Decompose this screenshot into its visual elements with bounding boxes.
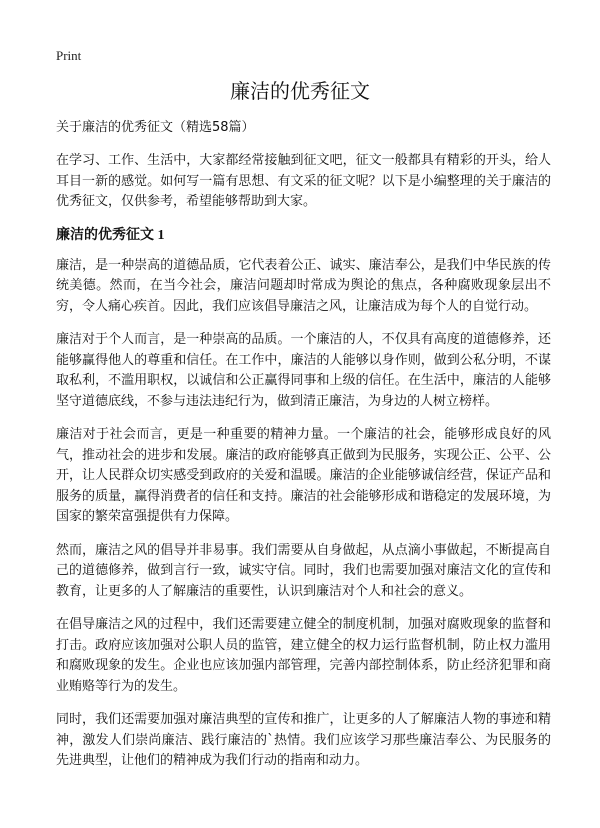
article-subtitle: 关于廉洁的优秀征文（精选58篇） [56, 120, 255, 135]
page-title: 廉洁的优秀征文 [230, 79, 370, 103]
body-paragraph: 然而，廉洁之风的倡导并非易事。我们需要从自身做起，从点滴小事做起，不断提高自己的道德修养，做到言行一致，诚实守信。同时，我们也需要加强对廉洁文化的宣传和教育，让更多的人了解廉洁的重要性，认识到廉洁对个人和社会的意义。 [56, 542, 551, 599]
intro-paragraph: 在学习、工作、生活中，大家都经常接触到征文吧，征文一般都具有精彩的开头，给人耳目一新的感觉。如何写一篇有思想、有文采的征文呢？以下是小编整理的关于廉洁的优秀征文，仅供参考，希望能够帮助到大家。 [56, 153, 551, 209]
body-paragraph: 同时，我们还需要加强对廉洁典型的宣传和推广，让更多的人了解廉洁人物的事迹和精神，激发人们崇尚廉洁、践行廉洁的`热情。我们应该学习那些廉洁奉公、为民服务的先进典型，让他们的精神成为我们行动的指南和动力。 [56, 712, 551, 768]
section-heading: 廉洁的优秀征文 1 [56, 227, 165, 243]
body-paragraph: 在倡导廉洁之风的过程中，我们还需要建立健全的制度机制，加强对腐败现象的监督和打击。政府应该加强对公职人员的监管，建立健全的权力运行监督机制，防止权力滥用和腐败现象的发生。企业也应该加强内部管理，完善内部控制体系，防止经济犯罪和商业贿赂等行为的发生。 [56, 617, 551, 694]
article-body [56, 118, 551, 785]
body-paragraph: 廉洁对于社会而言，更是一种重要的精神力量。一个廉洁的社会，能够形成良好的风气，推动社会的进步和发展。廉洁的政府能够真正做到为民服务，实现公正、公平、公开，让人民群众切实感受到政府的关爱和温暖。廉洁的企业能够诚信经营，保证产品和服务的质量，赢得消费者的信任和支持。廉洁的社会能够形成和谐稳定的发展环境，为国家的繁荣富强提供有力保障。 [56, 427, 551, 524]
body-paragraph: 廉洁，是一种崇高的道德品质，它代表着公正、诚实、廉洁奉公，是我们中华民族的传统美德。然而，在当今社会，廉洁问题却时常成为舆论的焦点，各种腐败现象层出不穷，令人痛心疾首。因此，我们应该倡导廉洁之风，让廉洁成为每个人的自觉行动。 [56, 257, 551, 314]
print-link[interactable]: Print [56, 48, 82, 63]
body-paragraph: 廉洁对于个人而言，是一种崇高的品质。一个廉洁的人，不仅具有高度的道德修养，还能够赢得他人的尊重和信任。在工作中，廉洁的人能够以身作则，做到公私分明，不谋取私利，不滥用职权，以诚信和公正赢得同事和上级的信任。在生活中，廉洁的人能够坚守道德底线，不参与违法违纪行为，做到清正廉洁，为身边的人树立榜样。 [56, 332, 551, 409]
